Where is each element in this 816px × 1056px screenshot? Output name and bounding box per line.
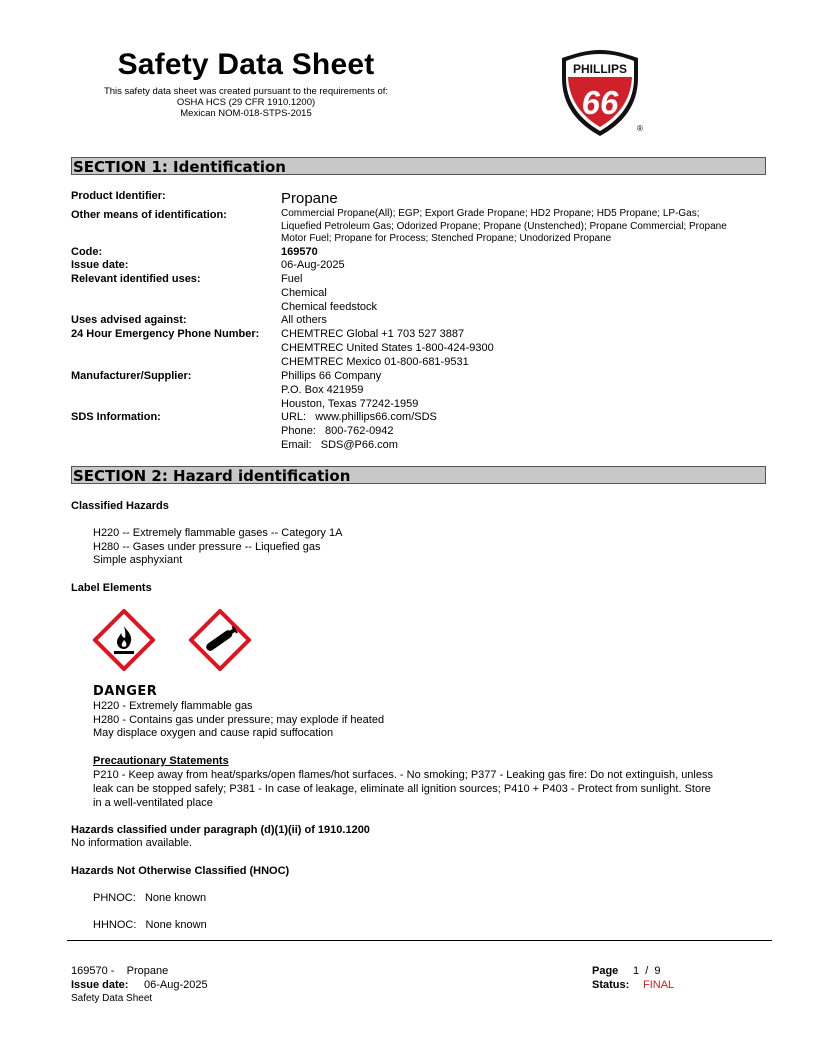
footer-page-value: 1 / 9 [633,965,661,977]
issue-date-value: 06-Aug-2025 [281,259,345,271]
emergency-phone-1: CHEMTREC Global +1 703 527 3887 [281,328,465,340]
precautionary-line-1: P210 - Keep away from heat/sparks/open flames/hot surfaces. - No smoking; P377 - Leaking gas fire: Do not extinguish, unless [93,769,713,781]
flame-icon [93,609,155,671]
subtitle-line-2: OSHA HCS (29 CFR 1910.1200) [176,97,316,108]
other-means-line-1: Commercial Propane(All); EGP; Export Grade Propane; HD2 Propane; HD5 Propane; LP-Gas; [281,208,700,219]
section-1-heading: SECTION 1: Identification [71,157,766,175]
relevant-use-1: Fuel [281,273,303,285]
paragraph-hazards-value: No information available. [71,837,193,849]
manufacturer-line-2: P.O. Box 421959 [281,384,364,396]
emergency-phone-3: CHEMTREC Mexico 01-800-681-9531 [281,356,469,368]
footer-page-label: Page [592,965,619,977]
hazard-statement-2: H280 - Contains gas under pressure; may explode if heated [93,714,385,726]
precautionary-line-2: leak can be stopped safely; P381 - In case of leakage, eliminate all ignition sources; P410 + P403 - Protect from sunlight. Store [93,783,711,795]
other-means-line-3: Motor Fuel; Propane for Process; Stenched Propane; Unodorized Propane [281,233,612,244]
paragraph-hazards-label: Hazards classified under paragraph (d)(1)(ii) of 1910.1200 [71,824,370,836]
footer-issue-date-label: Issue date: [71,979,129,991]
relevant-use-3: Chemical feedstock [281,301,377,313]
footer-product: 169570 - Propane [71,965,169,977]
phnoc-value: PHNOC: None known [93,892,207,904]
relevant-uses-label: Relevant identified uses: [71,273,201,285]
issue-date-label: Issue date: [71,259,129,271]
logo-top-text: PHILLIPS [572,62,628,76]
other-means-line-2: Liquefied Petroleum Gas; Odorized Propane; Propane (Unstenched); Propane Commercial; Propane [281,221,727,232]
footer-divider [67,940,772,941]
uses-against-value: All others [281,314,327,326]
manufacturer-label: Manufacturer/Supplier: [71,370,192,382]
product-identifier-label: Product Identifier: [71,190,166,202]
classified-hazard-1: H220 -- Extremely flammable gases -- Category 1A [93,527,343,539]
precautionary-line-3: in a well-ventilated place [93,797,213,809]
gas-cylinder-icon [189,609,251,671]
hazard-statement-1: H220 - Extremely flammable gas [93,700,253,712]
hazard-statement-3: May displace oxygen and cause rapid suffocation [93,727,334,739]
manufacturer-line-3: Houston, Texas 77242-1959 [281,398,419,410]
product-identifier: Propane [281,190,338,207]
footer-doc-type: Safety Data Sheet [71,993,153,1004]
sds-email[interactable]: Email: SDS@P66.com [281,439,398,451]
footer-status-value: FINAL [643,979,675,991]
emergency-phone-label: 24 Hour Emergency Phone Number: [71,328,260,340]
relevant-use-2: Chemical [281,287,327,299]
classified-hazard-2: H280 -- Gases under pressure -- Liquefied gas [93,541,321,553]
classified-hazard-3: Simple asphyxiant [93,554,183,566]
signal-word: DANGER [93,684,158,699]
logo-number: 66 [581,84,619,121]
code-label: Code: [71,246,103,258]
precautionary-statements [93,768,773,810]
label-elements-label: Label Elements [71,582,152,594]
manufacturer-line-1: Phillips 66 Company [281,370,382,382]
emergency-phone-2: CHEMTREC United States 1-800-424-9300 [281,342,494,354]
footer-status-label: Status: [592,979,630,991]
sds-phone: Phone: 800-762-0942 [281,425,394,437]
footer-issue-date: 06-Aug-2025 [144,979,208,991]
sds-info-label: SDS Information: [71,411,161,423]
phillips-66-logo-icon [554,48,646,138]
subtitle-line-3: Mexican NOM-018-STPS-2015 [180,108,312,119]
code-value: 169570 [281,246,318,258]
classified-hazards-label: Classified Hazards [71,500,169,512]
hnoc-label: Hazards Not Otherwise Classified (HNOC) [71,865,290,877]
uses-against-label: Uses advised against: [71,314,187,326]
registered-mark: ® [637,124,643,133]
document-title: Safety Data Sheet [117,48,375,81]
precautionary-statements-label: Precautionary Statements [93,755,229,767]
other-means-label: Other means of identification: [71,209,227,221]
hhnoc-value: HHNOC: None known [93,919,207,931]
subtitle-line-1: This safety data sheet was created pursuant to the requirements of: [103,86,389,97]
section-2-heading: SECTION 2: Hazard identification [71,466,766,484]
sds-url[interactable]: URL: www.phillips66.com/SDS [281,411,437,423]
